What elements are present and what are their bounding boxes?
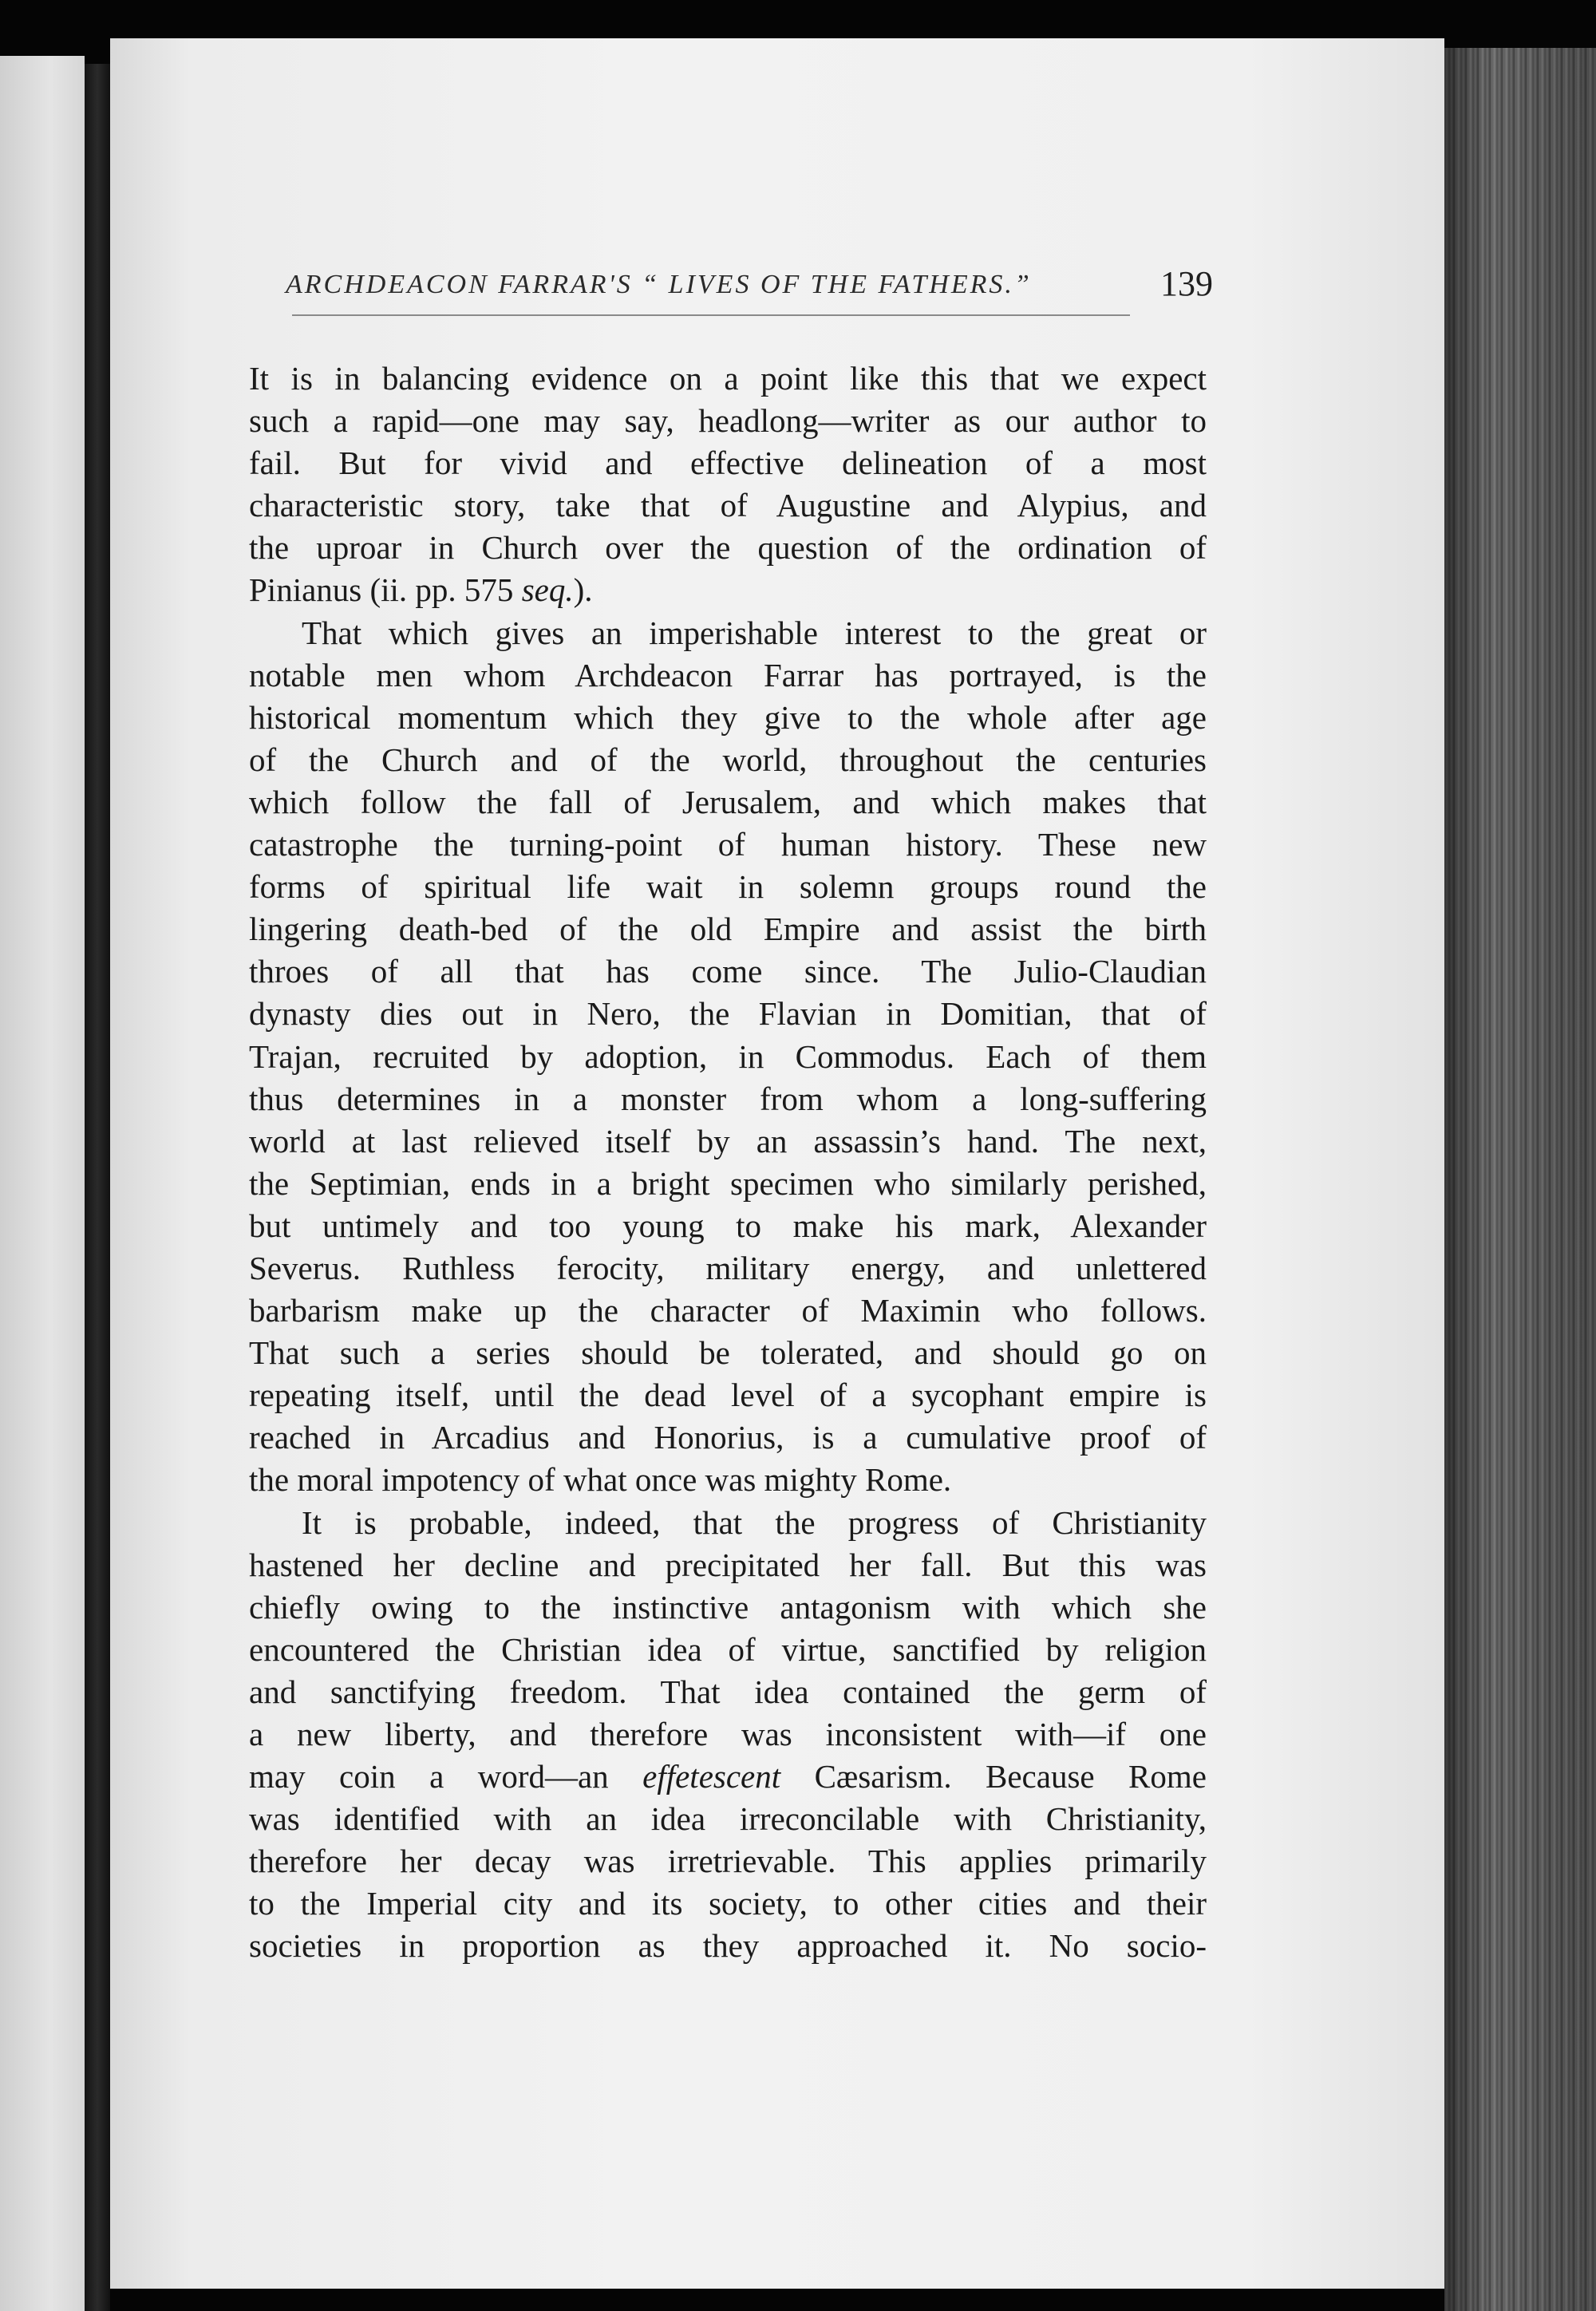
text-line: encountered the Christian idea of virtue, sanctified by religion <box>249 1630 1207 1668</box>
text-line: therefore her decay was irretrievable. This applies primarily <box>249 1843 1207 1880</box>
text-line: thus determines in a monster from whom a long-suffering <box>249 1080 1207 1117</box>
text-line: the uproar in Church over the question of the ordination of <box>249 529 1207 567</box>
text-line: was identified with an idea irreconcilable with Christianity, <box>249 1800 1207 1838</box>
text-line: catastrophe the turning-point of human history. These new <box>249 826 1207 863</box>
text-line: may coin a word—an effetescent Cæsarism. Because Rome <box>249 1758 1207 1795</box>
text-line: and sanctifying freedom. That idea contained the germ of <box>249 1673 1207 1710</box>
text-line: reached in Arcadius and Honorius, is a cumulative proof of <box>249 1419 1207 1456</box>
text-line: historical momentum which they give to the whole after age <box>249 698 1207 736</box>
text-line: throes of all that has come since. The Julio-Claudian <box>249 953 1207 990</box>
text-line: which follow the fall of Jerusalem, and which makes that <box>249 783 1207 820</box>
text-line: societies in proportion as they approached it. No socio- <box>249 1927 1207 1965</box>
text-line: Pinianus (ii. pp. 575 seq.). <box>249 571 593 609</box>
text-line: forms of spiritual life wait in solemn groups round the <box>249 868 1207 906</box>
text-line: characteristic story, take that of Augustine and Alypius, and <box>249 487 1207 524</box>
page-edges-shadow <box>1444 48 1596 2311</box>
facing-page-edge <box>0 56 85 2311</box>
page-number: 139 <box>1160 264 1213 303</box>
text-line: lingering death-bed of the old Empire and assist the birth <box>249 911 1207 948</box>
text-line: such a rapid—one may say, headlong—writer as our author to <box>249 402 1207 440</box>
running-header: ARCHDEACON FARRAR'S “ LIVES OF THE FATHERS.” <box>286 270 1032 299</box>
text-line: Severus. Ruthless ferocity, military energy, and unlettered <box>249 1249 1207 1286</box>
body-text <box>249 358 1207 2017</box>
text-line: a new liberty, and therefore was inconsistent with—if one <box>249 1716 1207 1752</box>
text-line: hastened her decline and precipitated her fall. But this was <box>249 1546 1207 1583</box>
text-line: the Septimian, ends in a bright specimen who similarly perished, <box>249 1164 1207 1202</box>
text-line: the moral impotency of what once was mighty Rome. <box>249 1461 952 1499</box>
text-line: It is in balancing evidence on a point like this that we expect <box>249 360 1207 397</box>
header-rule <box>292 314 1130 316</box>
text-line: That such a series should be tolerated, and should go on <box>249 1334 1207 1372</box>
text-line: but untimely and too young to make his mark, Alexander <box>249 1207 1207 1244</box>
text-line: It is probable, indeed, that the progress of Christianity <box>302 1503 1207 1541</box>
text-line: dynasty dies out in Nero, the Flavian in Domitian, that of <box>249 995 1207 1033</box>
text-line: of the Church and of the world, throughout the centuries <box>249 741 1207 778</box>
italic-word: effetescent <box>642 1758 781 1795</box>
text-line: That which gives an imperishable interest to the great or <box>302 614 1207 651</box>
text-line: repeating itself, until the dead level of a sycophant empire is <box>249 1377 1207 1414</box>
text-line: Trajan, recruited by adoption, in Commodus. Each of them <box>249 1037 1207 1075</box>
text-line: world at last relieved itself by an assassin’s hand. The next, <box>249 1122 1207 1159</box>
book-gutter <box>85 64 110 2311</box>
italic-word: seq. <box>521 571 574 609</box>
text-line: fail. But for vivid and effective delineation of a most <box>249 444 1207 482</box>
text-line: chiefly owing to the instinctive antagonism with which she <box>249 1588 1207 1626</box>
text-line: barbarism make up the character of Maximin who follows. <box>249 1292 1207 1329</box>
text-line: notable men whom Archdeacon Farrar has portrayed, is the <box>249 656 1207 693</box>
text-line: to the Imperial city and its society, to other cities and their <box>249 1885 1207 1922</box>
